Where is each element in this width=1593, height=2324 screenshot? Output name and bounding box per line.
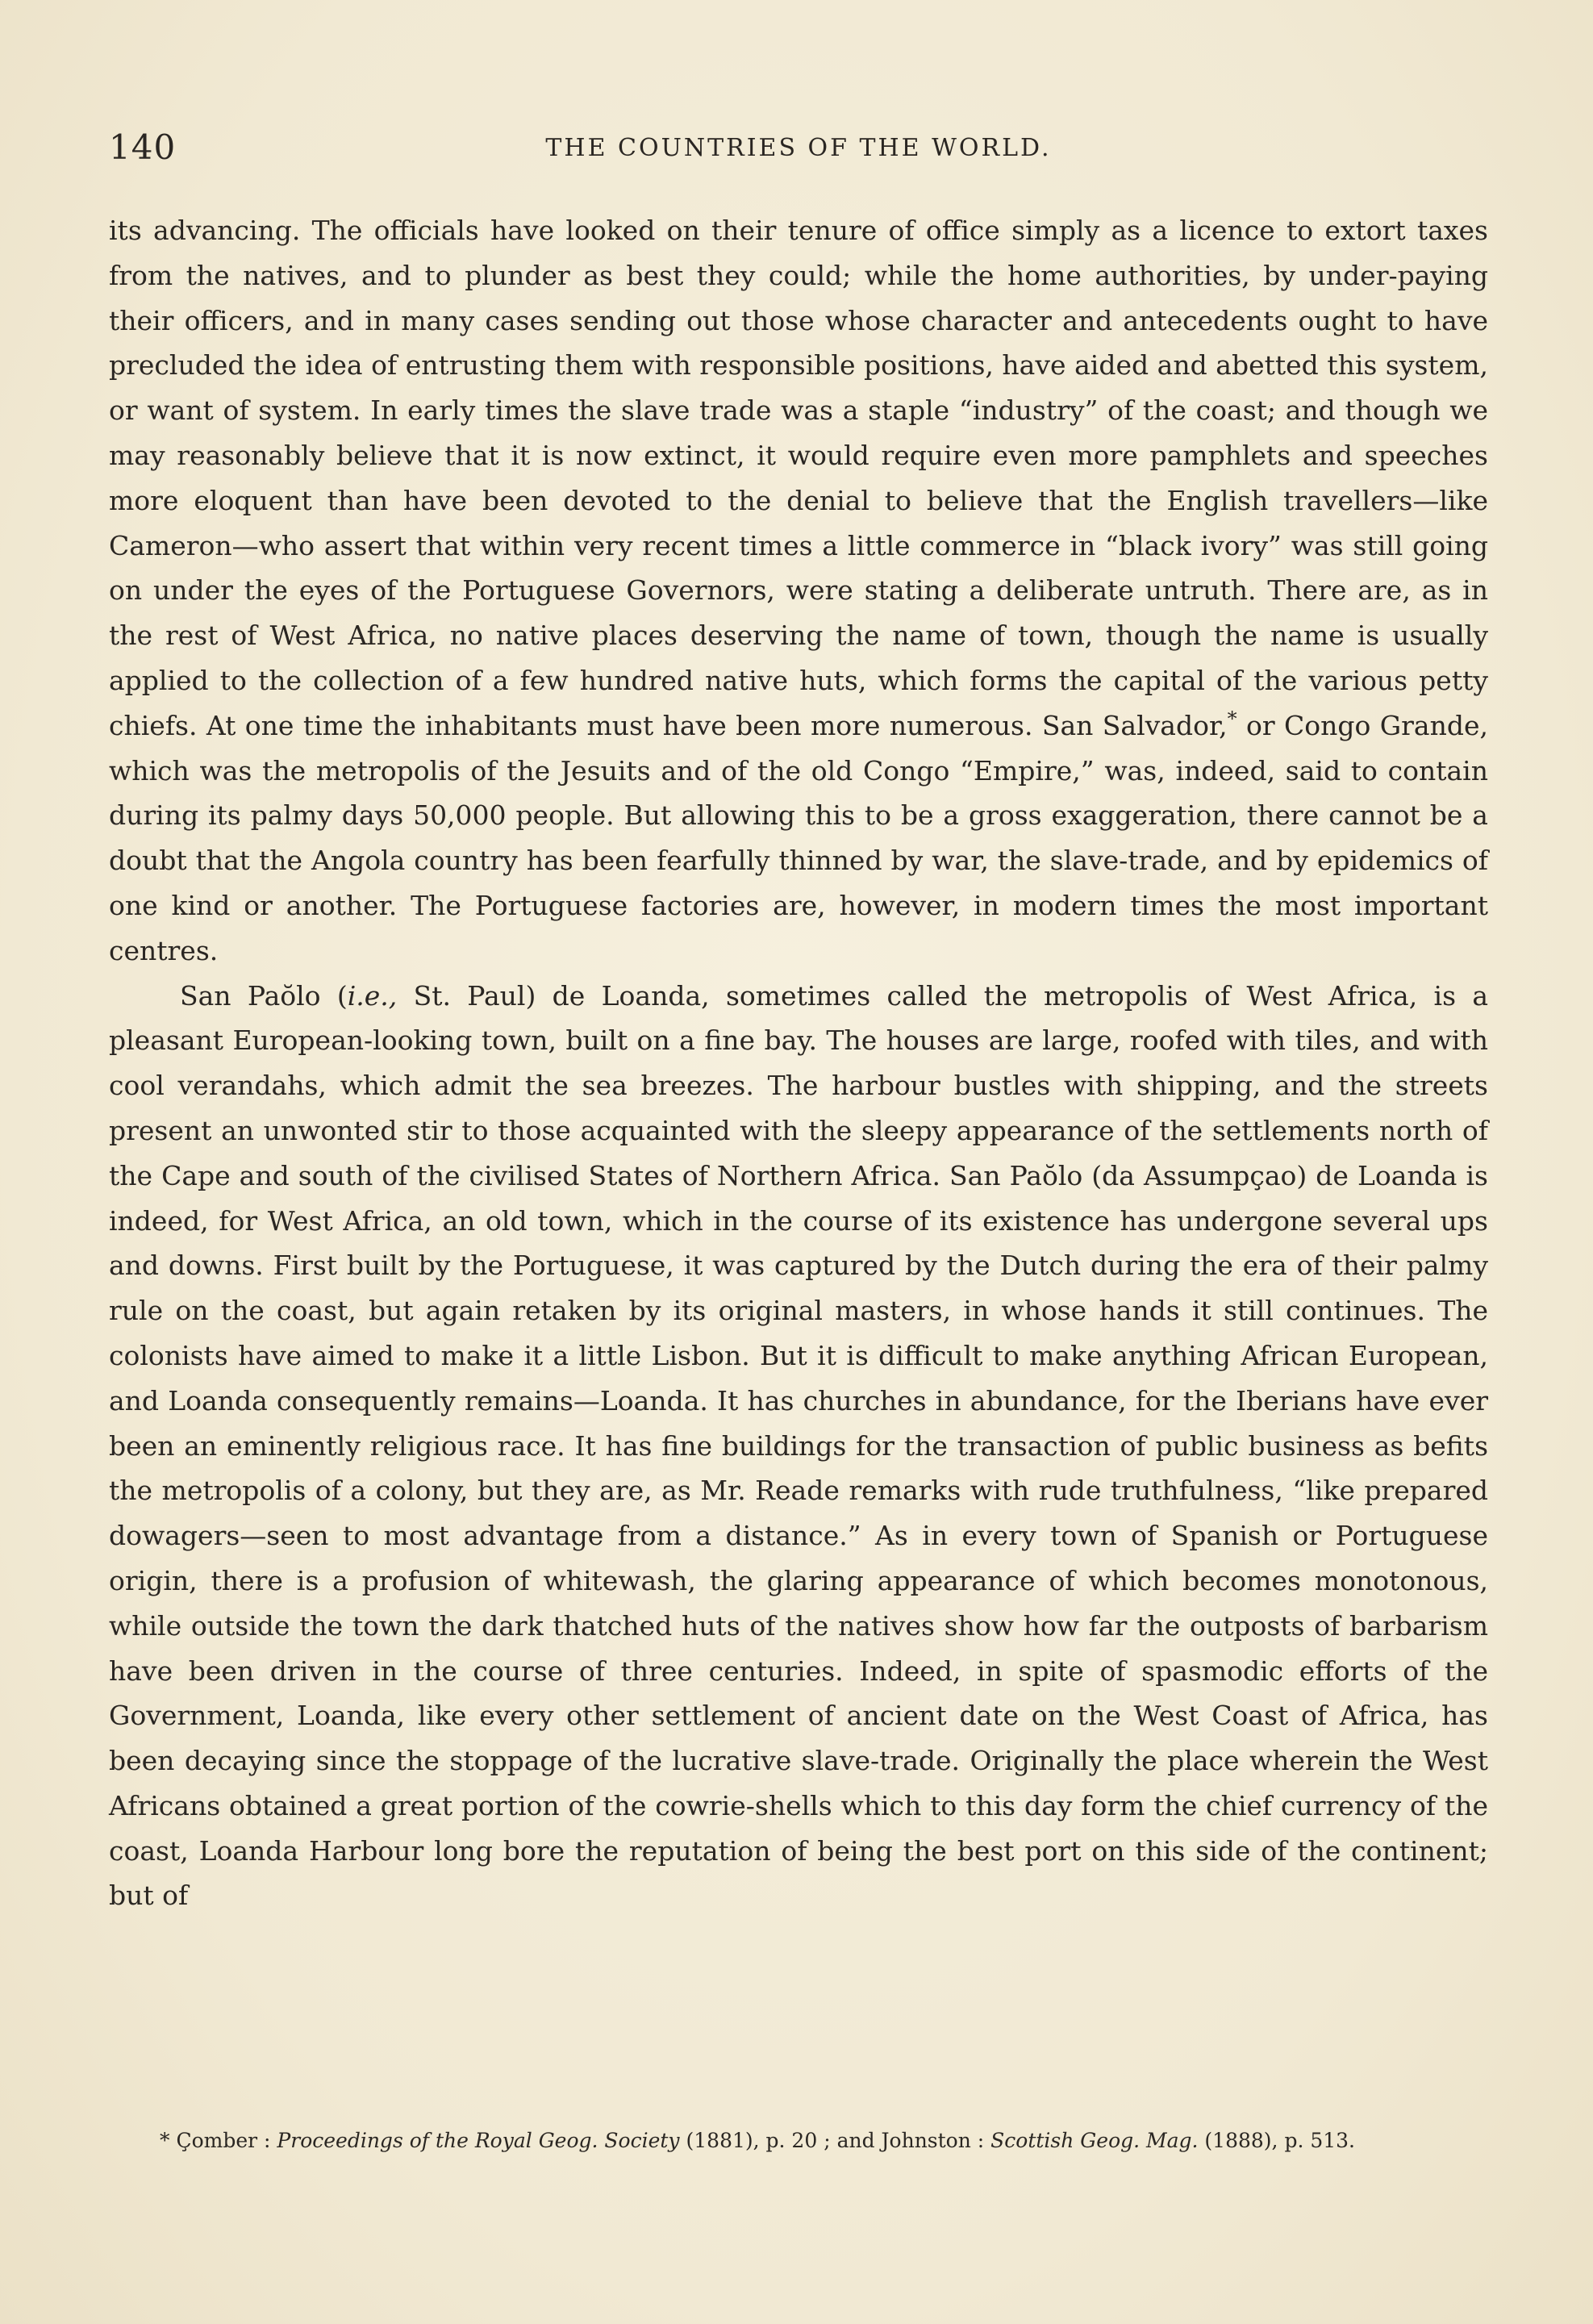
running-title: THE COUNTRIES OF THE WORLD. [545,134,1052,162]
paragraph-1-text-a: its advancing. The officials have looked on their tenure of office simply as a licence to extort taxes from the natives, and to plunder as best they could; while the home authorities, by under-paying their officers, and in many cases sending out those whose character and antecedents ought to have precluded the idea of entrusting them with responsible positions, have aided and abetted this system, or want of system. In early times the slave trade was a staple “industry” of the coast; and though we may reasonably believe that it is now extinct, it would require even more pamphlets and speeches more eloquent than have been devoted to the denial to believe that the English travellers—like Cameron—who assert that within very recent times a little commerce in “black ivory” was still going on under the eyes of the Portuguese Governors, were stating a deliberate untruth. There are, as in the rest of West Africa, no native places deserving the name of town, though the name is usually applied to the collection of a few hundred native huts, which forms the capital of the various petty chiefs. At one time the inhabitants must have been more numerous. San Salvador, [109,215,1488,741]
page-header [109,127,1488,176]
paragraph-2 [109,974,1488,1919]
paragraph-2-text-b: St. Paul) de Loanda, sometimes called the metropolis of West Africa, is a pleasant European-looking town, built on a fine bay. The houses are large, roofed with tiles, and with cool verandahs, which admit the sea breezes. The harbour bustles with shipping, and the streets present an unwonted stir to those acquainted with the sleepy appearance of the settlements north of the Cape and south of the civilised States of Northern Africa. San Paŏlo (da Assumpçao) de Loanda is indeed, for West Africa, an old town, which in the course of its existence has undergone several ups and downs. First built by the Portuguese, it was captured by the Dutch during the era of their palmy rule on the coast, but again retaken by its original masters, in whose hands it still continues. The colonists have aimed to make it a little Lisbon. But it is difficult to make anything African European, and Loanda consequently remains—Loanda. It has churches in abundance, for the Iberians have ever been an eminently religious race. It has fine buildings for the transaction of public business as befits the metropolis of a colony, but they are, as Mr. Reade remarks with rude truthfulness, “like prepared dowagers—seen to most advantage from a distance.” As in every town of Spanish or Portuguese origin, there is a profusion of whitewash, the glaring appearance of which becomes monotonous, while outside the town the dark thatched huts of the natives show how far the outposts of barbarism have been driven in the course of three centuries. Indeed, in spite of spasmodic efforts of the Government, Loanda, like every other settlement of ancient date on the West Coast of Africa, has been decaying since the stoppage of the lucrative slave-trade. Originally the place wherein the West Africans obtained a great portion of the cowrie-shells which to this day form the chief currency of the coast, Loanda Harbour long bore the reputation of being the best port on this side of the continent; but of [109,979,1489,1912]
paragraph-1 [109,208,1488,974]
footnote-source-2: Scottish Geog. Mag. [990,2129,1199,2152]
footnote-source-1: Proceedings of the Royal Geog. Society [277,2129,680,2152]
page-number: 140 [109,127,177,167]
paragraph-2-text-a: San Paŏlo ( [180,979,348,1012]
footnote-author: Çomber : [176,2129,271,2152]
paragraph-1-text-b: or Congo Grande, which was the metropolis of the Jesuits and of the old Congo “Empire,” was, indeed, said to contain during its palmy days 50,000 people. But allowing this to be a gross exaggeration, there cannot be a doubt that the Angola country has been fearfully thinned by war, the slave-trade, and by epidemics of one kind or another. The Portuguese factories are, however, in modern times the most important centres. [109,709,1489,966]
footnote-detail-2: (1888), p. 513. [1204,2129,1356,2152]
footnote [160,2126,1491,2155]
footnote-reference: * [1227,707,1237,730]
paragraph-2-italic: i.e., [347,979,398,1012]
body-text [109,208,1488,1918]
footnote-mark: * [160,2129,170,2152]
footnote-detail-1: (1881), p. 20 ; and Johnston : [686,2129,985,2152]
